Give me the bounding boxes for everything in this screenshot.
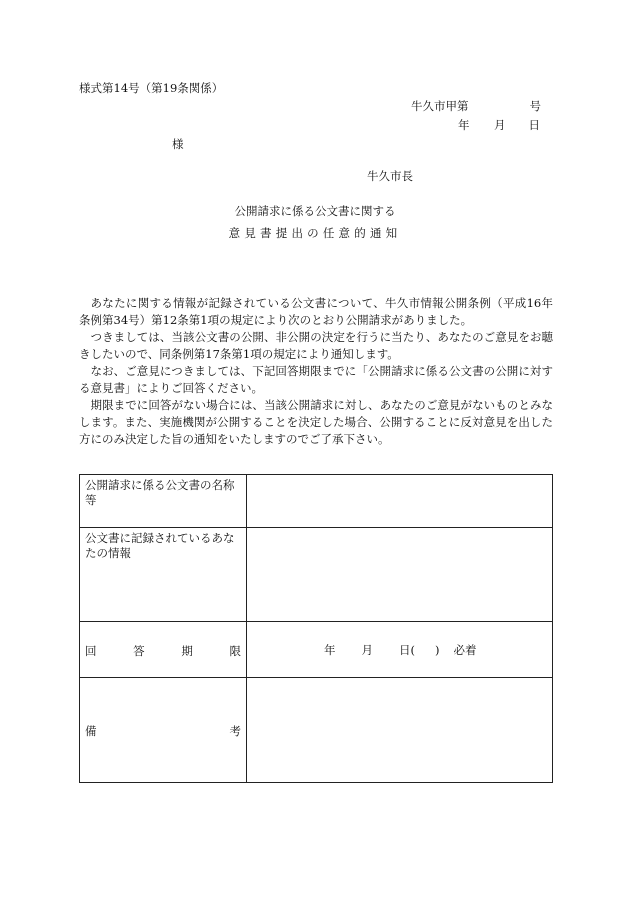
- remarks-label-char: 備: [85, 724, 97, 738]
- deadline-day: 日(: [399, 642, 415, 657]
- recorded-info-field[interactable]: [247, 528, 553, 622]
- document-name-field[interactable]: [247, 475, 553, 528]
- table-row-recorded-info: [80, 528, 553, 622]
- body-paragraph: 期限までに回答がない場合には、当該公開請求に対し、あなたのご意見がないものとみなします。また、実施機関が公開することを決定した場合、公開することに反対意見を出した方にのみ決定した旨の通知をいたしますのでご了承下さい。: [79, 398, 553, 446]
- document-name-label: 公開請求に係る公文書の名称等: [80, 475, 247, 528]
- deadline-label: [80, 622, 247, 678]
- deadline-label-char: 答: [133, 643, 145, 658]
- addressee-honorific: 様: [172, 137, 184, 151]
- remarks-field[interactable]: [247, 678, 553, 783]
- body-paragraph: あなたに関する情報が記録されている公文書について、牛久市情報公開条例（平成16年条例第34号）第12条第1項の規定により次のとおり公開請求がありました。: [79, 296, 553, 327]
- document-title-line-2: 意見書提出の任意的通知: [228, 226, 402, 240]
- table-row-deadline: [80, 622, 553, 678]
- table-row-remarks: [80, 678, 553, 783]
- document-number-suffix: 号: [529, 99, 541, 113]
- issue-date-month: 月: [494, 118, 506, 132]
- issue-date-year: 年: [458, 118, 470, 132]
- deadline-field[interactable]: [247, 622, 553, 678]
- deadline-month: 月: [361, 642, 373, 657]
- deadline-weekday-close: ): [435, 642, 440, 657]
- deadline-label-char: 期: [181, 643, 193, 658]
- recorded-info-label: 公文書に記録されているあなたの情報: [80, 528, 247, 622]
- table-row-document-name: [80, 475, 553, 528]
- body-paragraph: つきましては、当該公文書の公開、非公開の決定を行うに当たり、あなたのご意見をお聴きしたいので、同条例第17条第1項の規定により通知します。: [79, 330, 553, 361]
- remarks-label-char: 考: [229, 724, 241, 738]
- notice-body: [79, 295, 553, 448]
- issue-date-day: 日: [528, 118, 540, 132]
- deadline-arrival: 必着: [453, 642, 477, 657]
- deadline-value: [247, 642, 552, 658]
- body-paragraph: なお、ご意見につきましては、下記回答期限までに「公開請求に係る公文書の公開に対する意見書」によりご回答ください。: [79, 364, 553, 395]
- document-title-line-1: 公開請求に係る公文書に関する: [234, 204, 396, 218]
- sender-name: 牛久市長: [367, 169, 413, 183]
- deadline-label-char: 回: [85, 643, 97, 658]
- request-info-table: [79, 474, 553, 783]
- form-number: 様式第14号（第19条関係）: [79, 81, 224, 95]
- remarks-label: [80, 678, 247, 783]
- document-number-prefix: 牛久市甲第: [411, 99, 469, 113]
- deadline-label-char: 限: [229, 643, 241, 658]
- deadline-year: 年: [324, 642, 336, 657]
